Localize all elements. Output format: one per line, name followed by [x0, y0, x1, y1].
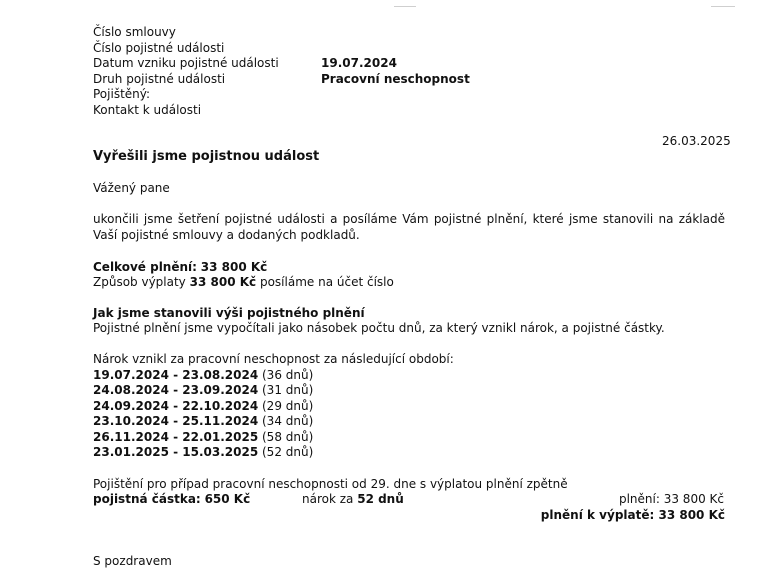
field-label-contract-number: Číslo smlouvy	[93, 25, 176, 39]
top-edge-mark-right	[711, 0, 735, 7]
claim-value: 52 dnů	[357, 492, 404, 506]
period-days: (36 dnů)	[262, 368, 314, 382]
sum-value: 650 Kč	[204, 492, 251, 506]
period-days: (52 dnů)	[262, 445, 314, 459]
closing: S pozdravem	[93, 554, 172, 568]
sum-insured	[93, 491, 250, 507]
period-row	[93, 398, 313, 414]
period-days: (58 dnů)	[262, 430, 314, 444]
total-value: 33 800 Kč	[200, 260, 268, 274]
total-label: Celkové plnění:	[93, 260, 197, 274]
period-row	[93, 382, 313, 398]
field-label-contact: Kontakt k události	[93, 103, 202, 117]
method-text: Pojistné plnění jsme vypočítali jako násobek počtu dnů, za který vznikl nárok, a pojistné částky.	[93, 321, 665, 335]
period-row	[93, 367, 313, 383]
field-label-insured: Pojištěný:	[93, 87, 151, 101]
field-label-claim-date: Datum vzniku pojistné události	[93, 56, 279, 70]
benefit-label: plnění:	[618, 492, 660, 506]
period-days: (34 dnů)	[262, 414, 314, 428]
period-row	[93, 413, 313, 429]
period-days: (31 dnů)	[262, 383, 314, 397]
letter-title: Vyřešili jsme pojistnou událost	[93, 149, 320, 164]
top-edge-mark-left	[394, 0, 416, 7]
period-range: 24.08.2024 - 23.09.2024	[93, 383, 259, 397]
period-range: 24.09.2024 - 22.10.2024	[93, 399, 259, 413]
coverage-text: Pojištění pro případ pracovní neschopnosti od 29. dne s výplatou plnění zpětně	[93, 477, 568, 491]
period-range: 19.07.2024 - 23.08.2024	[93, 368, 259, 382]
payment-suffix: posíláme na účet číslo	[259, 275, 394, 289]
intro-paragraph: ukončili jsme šetření pojistné události a posíláme Vám pojistné plnění, které jsme stanovili na základě Vaší pojistné smlouvy a dodaných podkladů.	[93, 212, 725, 242]
period-row	[93, 444, 313, 460]
field-value-claim-type: Pracovní neschopnost	[321, 72, 470, 86]
payment-prefix: Způsob výplaty	[93, 275, 186, 289]
total-line	[93, 259, 267, 275]
period-range: 26.11.2024 - 22.01.2025	[93, 430, 259, 444]
salutation: Vážený pane	[93, 181, 170, 195]
payout-label: plnění k výplatě:	[540, 508, 655, 522]
payout-value: 33 800 Kč	[658, 508, 725, 522]
payment-amount: 33 800 Kč	[189, 275, 257, 289]
field-value-claim-date: 19.07.2024	[321, 56, 397, 70]
payment-line	[93, 274, 394, 290]
method-heading: Jak jsme stanovili výši pojistného plnění	[93, 306, 365, 320]
period-days: (29 dnů)	[262, 399, 314, 413]
letter-date: 26.03.2025	[662, 134, 731, 148]
benefit-line	[619, 491, 724, 507]
field-label-claim-type: Druh pojistné události	[93, 72, 226, 86]
periods-intro: Nárok vznikl za pracovní neschopnost za následující období:	[93, 352, 454, 366]
payout-line	[541, 507, 725, 523]
period-range: 23.01.2025 - 15.03.2025	[93, 445, 259, 459]
claim-label: nárok za	[302, 492, 354, 506]
period-row	[93, 429, 313, 445]
period-range: 23.10.2024 - 25.11.2024	[93, 414, 259, 428]
claim-days	[302, 491, 404, 507]
field-label-claim-number: Číslo pojistné události	[93, 41, 225, 55]
sum-label: pojistná částka:	[93, 492, 201, 506]
benefit-value: 33 800 Kč	[663, 492, 724, 506]
